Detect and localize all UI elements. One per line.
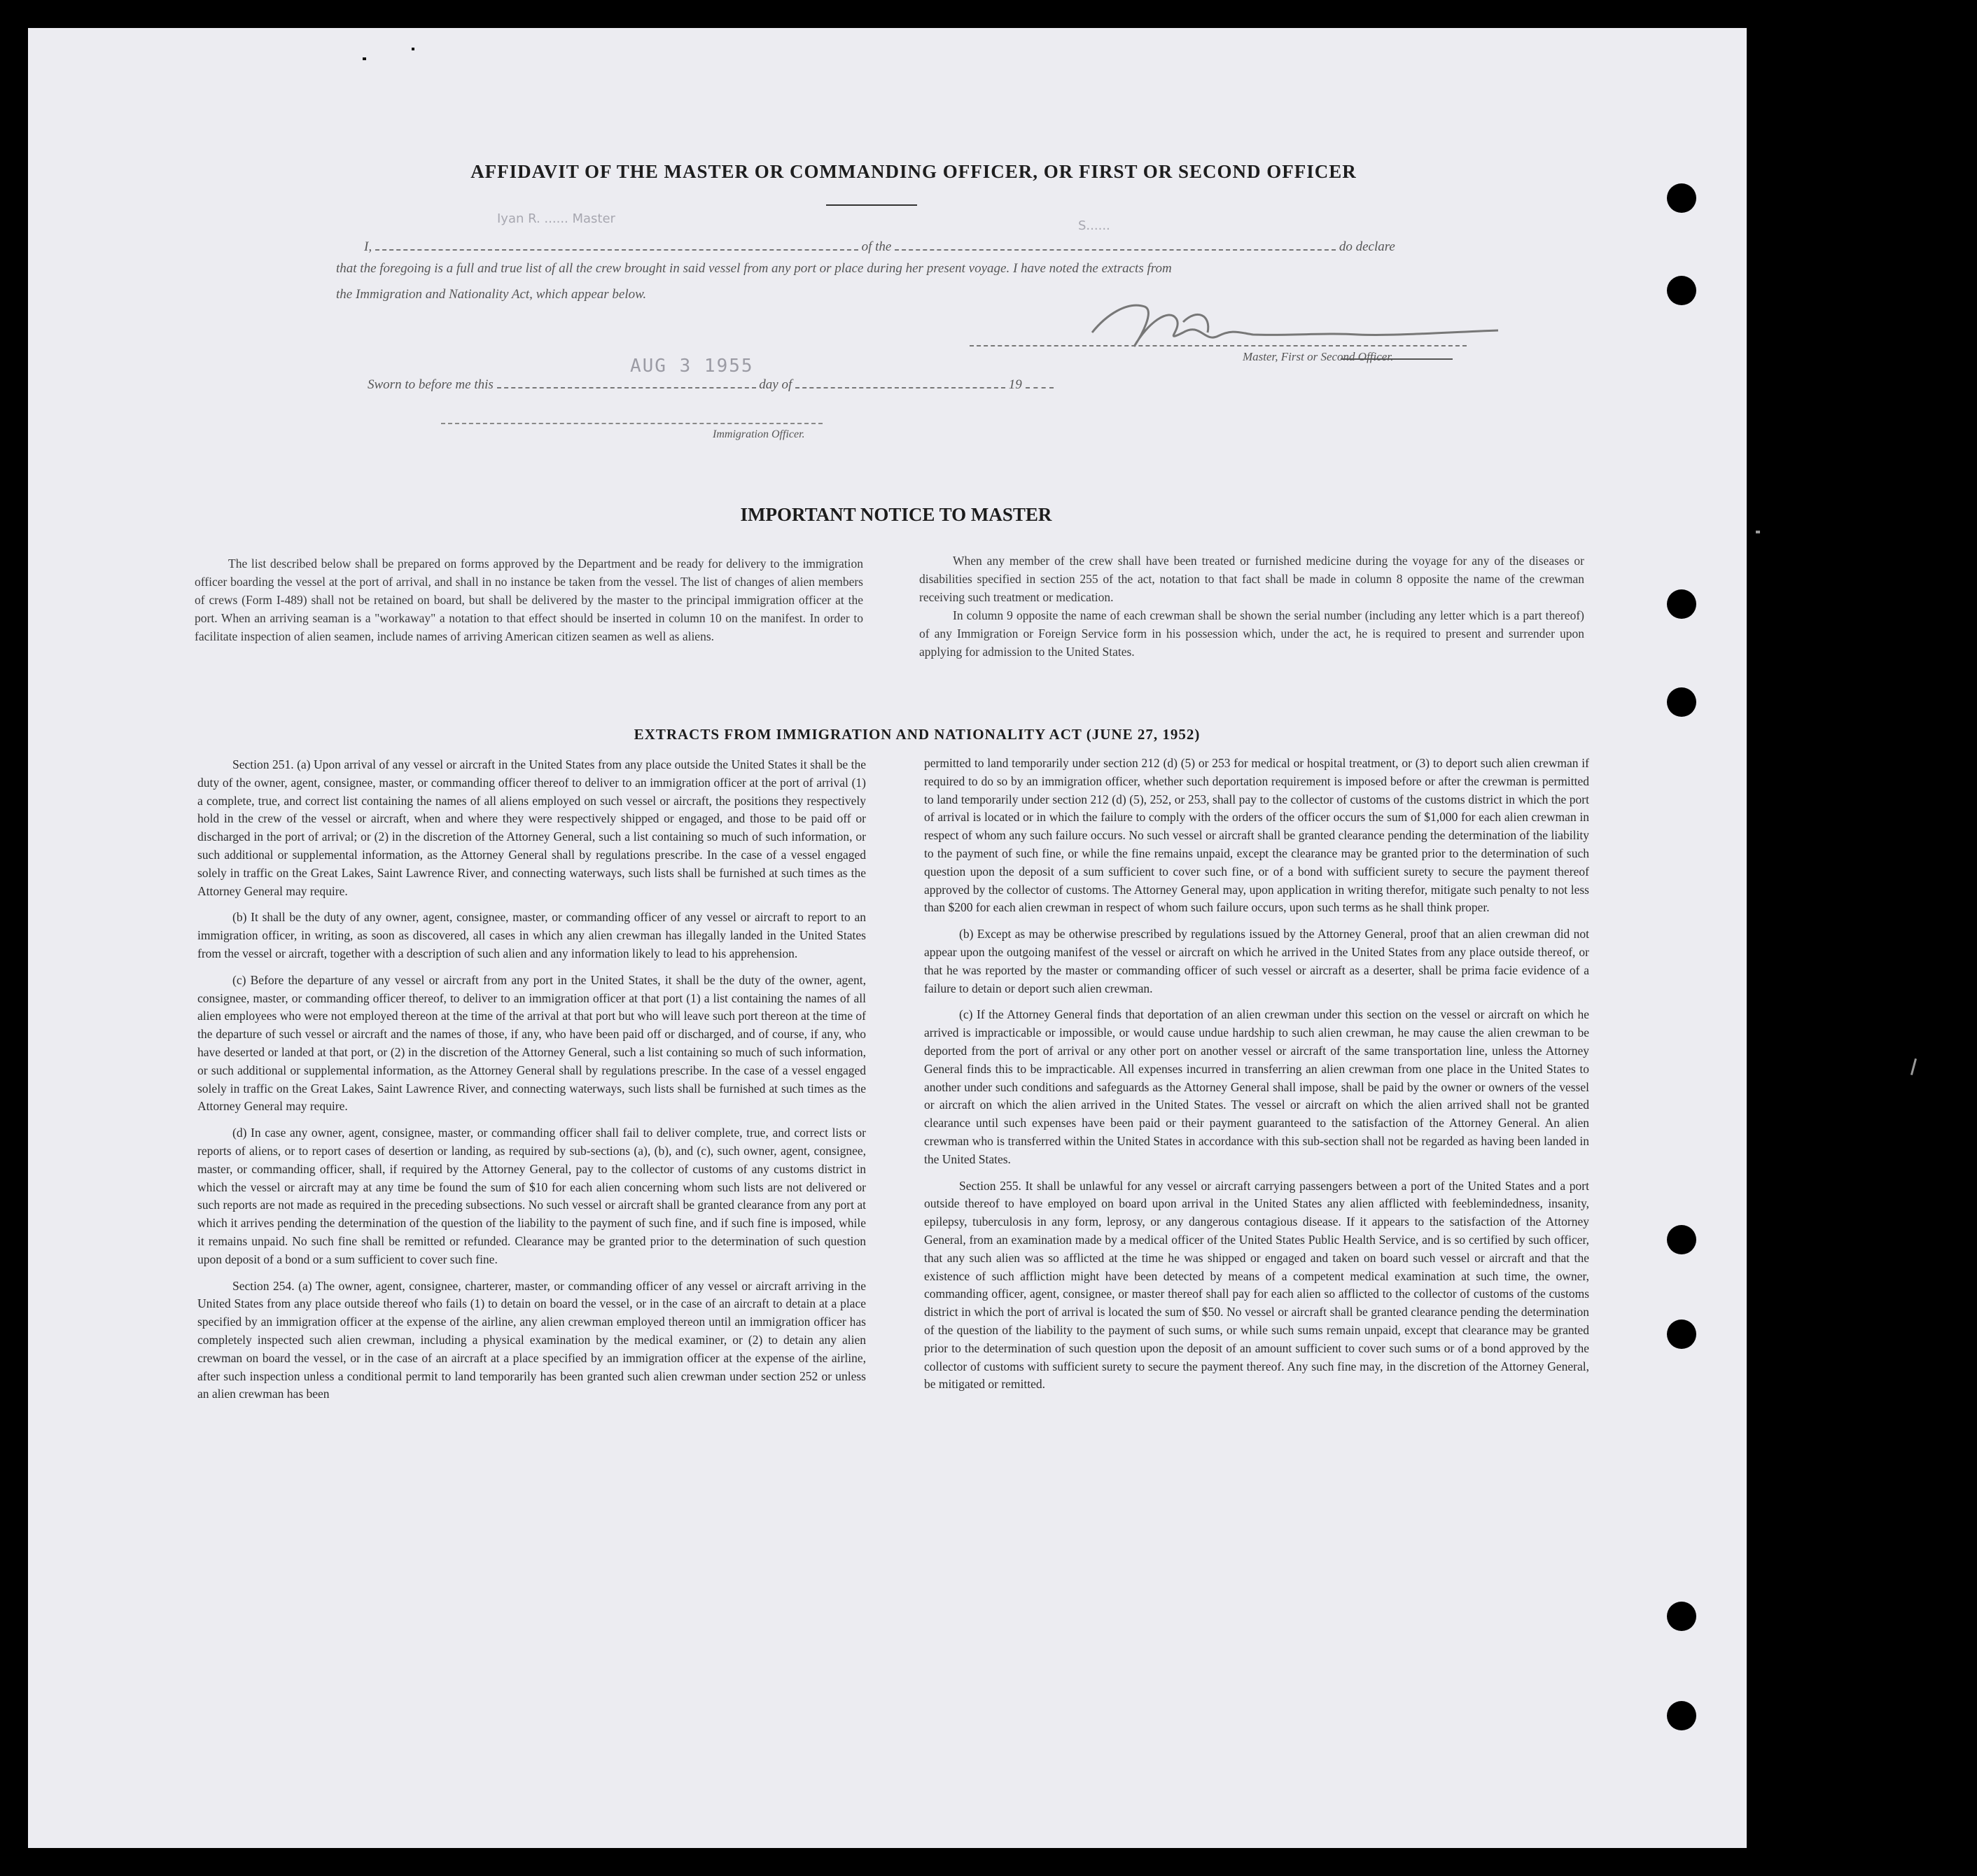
master-signature [1078,294,1512,357]
declaration-line-3: the Immigration and Nationality Act, which appear below. [336,287,647,302]
vessel-name-field [895,237,1336,251]
binder-hole [1667,1602,1696,1631]
affidavit-title: AFFIDAVIT OF THE MASTER OR COMMANDING OFFICER, OR FIRST OR SECOND OFFICER [470,161,1357,182]
typed-master-name: Iyan R. ...... Master [497,211,615,226]
immigration-officer-line [441,423,823,424]
signature-line [970,345,1467,346]
binder-hole [1667,1320,1696,1349]
signature-caption: Master, First or Second Officer. [1243,350,1394,363]
declaration-of-the: of the [861,239,892,254]
sworn-prefix: Sworn to before me this [368,377,494,392]
section-251-c: (c) Before the departure of any vessel or aircraft from any port in the United States, it shall be the duty of the owner, agent, consignee, master, or commanding officer thereof, to deliver to an immigration officer at that port (1) a list containing the names of all alien employees who were not employed thereon at the time of the arrival at that port but who will leave such port thereon at the time of the departure of such vessel or aircraft and the names of those, if any, who have been paid off or discharged, and of course, if any, who have deserted or landed at that port, or (2) in the discretion of the Attorney General, such a list containing so much of such information, or such additional or supplemental information, as the Attorney General shall by regulations prescribe. In the case of a vessel engaged solely in traffic on the Great Lakes, Saint Lawrence River, and connecting waterways, such lists shall be furnished at such times as the Attorney General may require. [197,972,866,1114]
binder-hole [1667,1225,1696,1254]
declaration-line-2: that the foregoing is a full and true list of all the crew brought in said vessel from any port or place during her present voyage. I have noted the extracts from [336,261,1172,276]
section-251-a: Section 251. (a) Upon arrival of any vessel or aircraft in the United States from any place outside the United States it shall be the duty of the owner, agent, consignee, master, or commanding officer thereof to deliver to an immigration officer at the port of arrival (1) a complete, true, and correct list containing the names of all aliens employed on such vessel or aircraft, the positions they respectively hold in the crew of the vessel or aircraft, when and where they were respectively shipped or engaged, and those to be paid off or discharged in the port of arrival; or (2) in the discretion of the Attorney General, such a list containing so much of such information, or such additional or supplemental information, as the Attorney General shall by regulations prescribe. In the case of a vessel engaged solely in traffic on the Great Lakes, Saint Lawrence River, and connecting waterways, such lists shall be furnished at such times as the Attorney General may require. [197,757,866,898]
binder-hole [1667,687,1696,717]
master-name-field [375,237,858,251]
section-254-c: (c) If the Attorney General finds that deportation of an alien crewman under this section on the vessel or aircraft on which he arrived is impracticable or impossible, or would cause undue hardship to such alien crewman, he may cause the alien crewman to be deported from the port of arrival or any other port on another vessel or aircraft of the same transportation line, unless the Attorney General finds this to be impracticable. All expenses incurred in transferring an alien crewman from one place in the United States to another under such conditions and safeguards as the Attorney General shall impose, shall be paid by the owner or owners of the vessel or aircraft on which the alien arrived in the United States. The vessel or aircraft on which the alien arrived shall not be granted clearance until such expenses have been paid or their payment guaranteed to the satisfaction of the Attorney General. An alien crewman who is transferred within the United States in accordance with this sub-section shall not be regarded as having been landed in the United States. [924,1007,1589,1166]
section-254-b: (b) Except as may be otherwise prescribed by regulations issued by the Attorney General, proof that an alien crewman did not appear upon the outgoing manifest of the vessel or aircraft on which he arrived in the United States from any place outside thereof, or that he was reported by the master or commanding officer of such vessel or aircraft as a deserter, shall be prima facie evidence of a failure to detain or deport such alien crewman. [924,927,1589,995]
speck [1756,531,1760,533]
declaration-prefix: I, [364,239,372,254]
notice-left-text: The list described below shall be prepared on forms approved by the Department and be ready for delivery to the immigration officer boarding the vessel at the port of arrival, and shall in no instance be taken from the vessel. The list of changes of alien members of crews (Form I-489) shall not be retained on board, but shall be delivered by the master to the principal immigration officer at the port. When an arriving seaman is a "workaway" a notation to that effect should be inserted in column 10 on the manifest. In order to facilitate inspection of alien seamen, include names of arriving American citizen seamen as well as aliens. [195,556,863,643]
sworn-year-field [1026,374,1054,388]
speck [412,48,414,50]
section-254-a-cont: permitted to land temporarily under section 212 (d) (5) or 253 for medical or hospital treatment, or (3) to deport such alien crewman if required to do so by an immigration officer, whether such deportation requirement is imposed before or after the crewman is permitted to land temporarily under section 212 (d) (5), 252, or 253, shall pay to the collector of customs of the customs district in which the port of arrival is located or in which the failure to comply with the orders of the officer occurs the sum of $1,000 for each alien crewman in respect of whom any such failure occurs. No such vessel or aircraft shall be granted clearance pending the determination of the liability to the payment of such fine, or while the fine remains unpaid, except the clearance may be granted prior to the determination of such question upon the deposit of a sum sufficient to cover such fine, or of a bond with sufficient surety to secure the payment thereof approved by the collector of customs. The Attorney General may, upon application in writing therefor, mitigate such penalty to not less than $200 for each alien crewman in respect of whom such failure occurs, upon such terms as he shall think proper. [924,756,1589,915]
typed-vessel-name: S...... [1078,218,1110,233]
sworn-day-of: day of [759,377,792,392]
speck [363,57,366,60]
notice-title: IMPORTANT NOTICE TO MASTER [740,504,1052,525]
document-page [28,28,1747,1848]
notice-right-text-2: In column 9 opposite the name of each crewman shall be shown the serial number (including any letter which is a part thereof) of any Immigration or Foreign Service form in his possession which, under the act, he is required to present and surrender upon applying for admission to the United States. [919,608,1584,659]
section-255: Section 255. It shall be unlawful for any vessel or aircraft carrying passengers between a port of the United States and a port outside thereof to have employed on board upon arrival in the United States any alien afflicted with feeblemindedness, insanity, epilepsy, tuberculosis in any form, leprosy, or any dangerous contagious disease. If it appears to the satisfaction of the Attorney General, from an examination made by a medical officer of the United States Public Health Service, and is so certified by such officer, that any such alien was so afflicted at the time he was shipped or engaged and taken on board such vessel or aircraft and that the existence of such affliction might have been detected by means of a competent medical examination at such time, the owner, commanding officer, agent, consignee, or master thereof shall pay for each alien so afflicted to the collector of customs of the customs district in which the port of arrival is located the sum of $50. No vessel or aircraft shall be granted clearance pending the determination of the question of the liability to the payment of such sums, or while such sums remain unpaid, except that clearance may be granted prior to the determination of such question upon the deposit of an amount sufficient to cover such sums or of a bond approved by the collector of customs with sufficient surety to secure the payment thereof. Any such fine may, in the discretion of the Attorney General, be mitigated or remitted. [924,1178,1589,1392]
declaration-line-1 [364,237,1470,255]
binder-hole [1667,1701,1696,1730]
notice-left-column [195,554,863,645]
sworn-line [368,374,1180,393]
extracts-title: EXTRACTS FROM IMMIGRATION AND NATIONALITY ACT (JUNE 27, 1952) [634,726,1201,743]
immigration-officer-caption: Immigration Officer. [713,428,805,440]
sworn-month-field [795,374,1005,388]
binder-hole [1667,276,1696,305]
extracts-left-column [197,756,866,1412]
section-251-d: (d) In case any owner, agent, consignee, master, or commanding officer shall fail to deliver complete, true, and correct lists or reports of aliens, or to report cases of desertion or landing, as required by sub-sections (a), (b), and (c), such owner, agent, consignee, master, or commanding officer, shall, if required by the Attorney General, pay to the collector of customs of any customs district in which the vessel or aircraft may at any time be found the sum of $10 for each alien concerning whom such lists are not delivered or such reports are not made as required in the preceding subsections. No such vessel or aircraft shall be granted clearance from any port at which it arrives pending the determination of the question of the liability to the payment of such fine, and if such fine is imposed, while it remains unpaid. No such fine shall be remitted or refunded. Clearance may be granted prior to the determination of such question upon deposit of a bond or a sum sufficient to cover such fine. [197,1126,866,1266]
declaration-do-declare: do declare [1339,239,1395,254]
date-stamp: AUG 3 1955 [630,356,754,377]
notice-right-column [919,552,1584,661]
binder-hole [1667,183,1696,213]
title-rule [826,204,917,206]
section-254-a: Section 254. (a) The owner, agent, consignee, charterer, master, or commanding officer of any vessel or aircraft arriving in the United States from any place outside thereof who fails (1) to detain on board the vessel, or in the case of an aircraft to detain at a place specified by an immigration officer at the expense of the airline, any alien crewman employed thereon until an immigration officer has completely inspected such alien crewman, including a physical examination by the medical examiner, or (2) to detain any alien crewman on board the vessel, or in the case of an aircraft at a place specified by an immigration officer at the expense of the airline, after such inspection unless a conditional permit to land temporarily has been granted such alien crewman under section 252 or unless an alien crewman has been [197,1278,866,1401]
extracts-right-column [924,755,1589,1402]
sworn-year: 19 [1008,377,1022,392]
section-251-b: (b) It shall be the duty of any owner, agent, consignee, master, or commanding officer of any vessel or aircraft to report to an immigration officer, in writing, as soon as discovered, all cases in which any alien crewman has illegally landed in the United States from the vessel or aircraft, together with a description of such alien and any information likely to lead to his apprehension. [197,910,866,960]
speck [1910,1058,1917,1075]
notice-right-text-1: When any member of the crew shall have been treated or furnished medicine during the voyage for any of the diseases or disabilities specified in section 255 of the act, notation to that fact shall be made in column 8 opposite the name of the crewman receiving such treatment or medication. [919,554,1584,604]
binder-hole [1667,589,1696,619]
strikeout-first-second [1341,358,1453,360]
sworn-day-field [497,374,756,388]
